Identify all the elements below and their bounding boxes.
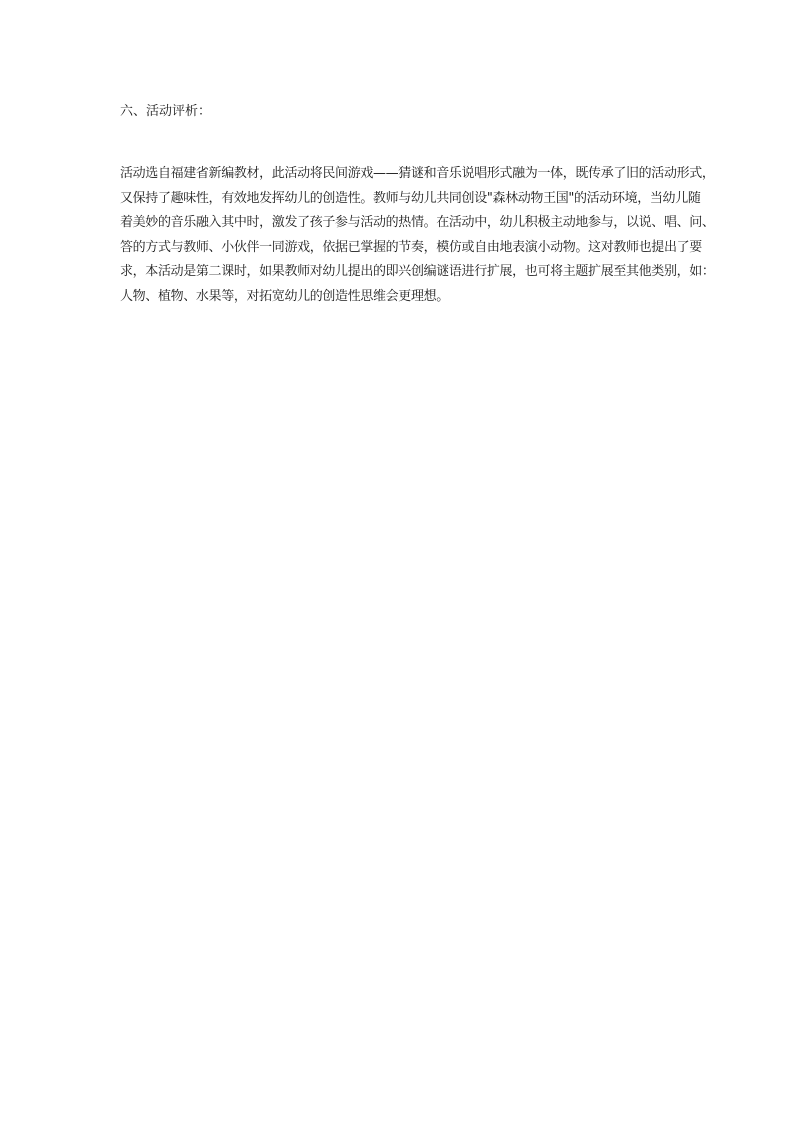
paragraph-line: 答的方式与教师、小伙伴一同游戏，依据已掌握的节奏，模仿或自由地表演小动物。这对教师也提出了要 xyxy=(120,239,702,255)
section-heading: 六、活动评析： xyxy=(120,104,212,119)
paragraph-line: 着美妙的音乐融入其中时，激发了孩子参与活动的热情。在活动中，幼儿积极主动地参与，以说、唱、问、 xyxy=(120,215,715,230)
paragraph-line: 活动选自福建省新编教材，此活动将民间游戏——猜谜和音乐说唱形式融为一体，既传承了旧的活动形式， xyxy=(120,166,715,181)
paragraph-line: 求，本活动是第二课时，如果教师对幼儿提出的即兴创编谜语进行扩展，也可将主题扩展至其他类别，如： xyxy=(120,264,715,279)
paragraph-line: 人物、植物、水果等，对拓宽幼儿的创造性思维会更理想。 xyxy=(120,288,449,304)
paragraph-line: 又保持了趣味性，有效地发挥幼儿的创造性。教师与幼儿共同创设"森林动物王国"的活动环境，当幼儿随 xyxy=(120,190,701,206)
evaluation-paragraph xyxy=(120,162,715,309)
